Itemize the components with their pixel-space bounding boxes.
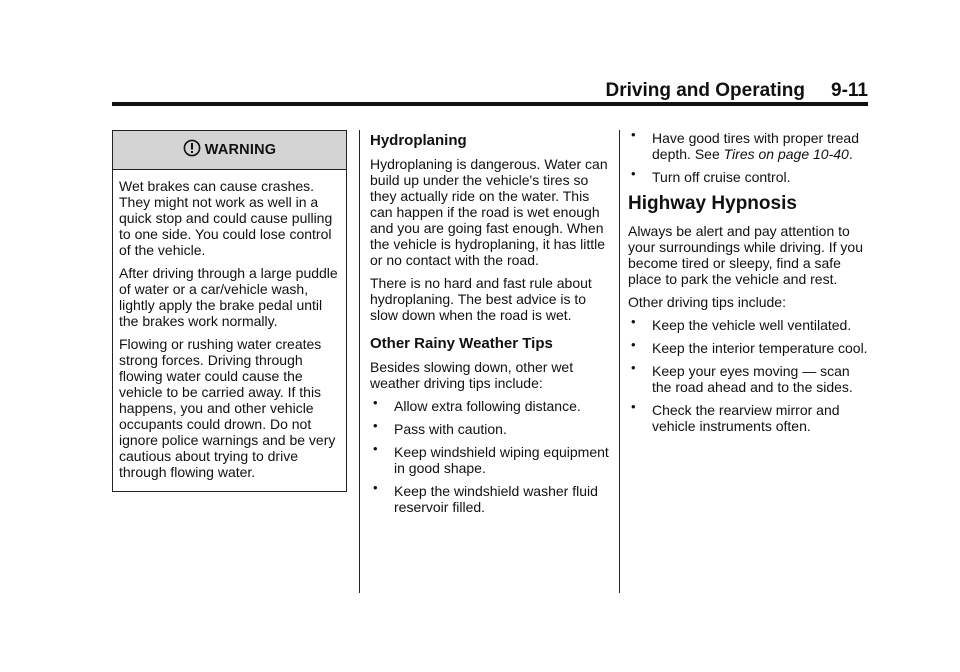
hydroplaning-paragraph: Hydroplaning is dangerous. Water can build up under the vehicle's tires so they actually ride on the water. This can happen if the road is wet enough and you are going fast enough. When the vehicle is hydroplaning, it has little or no contact with the road. xyxy=(370,156,608,268)
warning-box xyxy=(112,130,347,492)
column-divider xyxy=(359,130,360,593)
header-rule xyxy=(112,102,868,106)
page-number: 9-11 xyxy=(831,80,868,101)
column-right xyxy=(628,130,868,441)
highway-paragraph: Always be alert and pay attention to your surroundings while driving. If you become tired or sleepy, find a safe place to park the vehicle and rest. xyxy=(628,223,864,287)
warning-title: WARNING xyxy=(204,142,277,158)
tires-text: Have good tires with proper tread depth. See xyxy=(652,130,859,162)
list-item: • Keep the vehicle well ventilated. xyxy=(628,317,868,333)
hydroplaning-paragraph: There is no hard and fast rule about hydroplaning. The best advice is to slow down when the road is wet. xyxy=(370,275,592,323)
warning-header xyxy=(113,131,346,170)
list-item: • Keep your eyes moving — scan the road ahead and to the sides. xyxy=(628,363,868,395)
list-item: • Turn off cruise control. xyxy=(628,169,868,185)
rainy-tips-intro: Besides slowing down, other wet weather driving tips include: xyxy=(370,359,574,391)
column-middle xyxy=(370,130,610,522)
rainy-tips-heading: Other Rainy Weather Tips xyxy=(370,335,553,352)
list-item: • Keep the windshield washer fluid reservoir filled. xyxy=(370,483,610,515)
warning-icon xyxy=(183,139,201,161)
tires-text-end: . xyxy=(848,146,853,162)
rainy-tips-list-continued xyxy=(628,130,868,185)
warning-body xyxy=(113,170,346,491)
list-item: • Keep the interior temperature cool. xyxy=(628,340,868,356)
highway-hypnosis-heading: Highway Hypnosis xyxy=(628,193,797,214)
warning-paragraph: After driving through a large puddle of water or a car/vehicle wash, lightly apply the brake pedal until the brakes work normally. xyxy=(119,265,338,329)
rainy-tips-list xyxy=(370,398,610,515)
column-left xyxy=(112,130,347,492)
tires-reference-link[interactable]: Tires on page 10-40 xyxy=(723,146,849,162)
list-item: • Check the rearview mirror and vehicle instruments often. xyxy=(628,402,868,434)
list-item: • Allow extra following distance. xyxy=(370,398,610,414)
section-title: Driving and Operating xyxy=(605,80,806,101)
list-item: • Keep windshield wiping equipment in good shape. xyxy=(370,444,610,476)
list-item: • Pass with caution. xyxy=(370,421,610,437)
warning-paragraph: Flowing or rushing water creates strong forces. Driving through flowing water could cause the vehicle to be carried away. If this happens, you and other vehicle occupants could drown. Do not ignore police warnings and be very cautious about trying to drive through flowing water. xyxy=(119,336,336,480)
hydroplaning-heading: Hydroplaning xyxy=(370,132,467,149)
column-divider xyxy=(619,130,620,593)
highway-paragraph: Other driving tips include: xyxy=(628,294,786,310)
list-item xyxy=(628,130,868,162)
warning-paragraph: Wet brakes can cause crashes. They might not work as well in a quick stop and could cause pulling to one side. You could lose control of the vehicle. xyxy=(119,178,333,258)
highway-tips-list xyxy=(628,317,868,434)
